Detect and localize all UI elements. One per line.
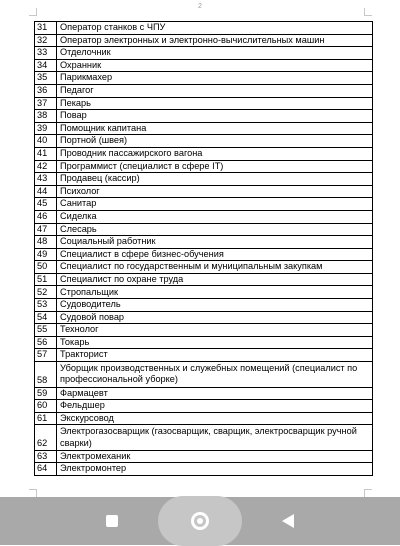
table-row <box>35 47 373 60</box>
system-navigation-bar <box>0 497 400 545</box>
row-number-cell: 36 <box>35 84 57 97</box>
profession-name-cell: Специалист в сфере бизнес-обучения <box>57 248 373 261</box>
row-number-cell: 63 <box>35 450 57 463</box>
table-row <box>35 160 373 173</box>
profession-name-cell: Фельдшер <box>57 400 373 413</box>
table-row <box>35 173 373 186</box>
table-row <box>35 97 373 110</box>
crop-mark-top-right <box>364 8 372 16</box>
profession-name-cell: Психолог <box>57 185 373 198</box>
profession-name-cell: Программист (специалист в сфере IT) <box>57 160 373 173</box>
row-number-cell: 42 <box>35 160 57 173</box>
profession-name-cell: Экскурсовод <box>57 412 373 425</box>
profession-name-cell: Повар <box>57 110 373 123</box>
row-number-cell: 61 <box>35 412 57 425</box>
table-row <box>35 59 373 72</box>
row-number-cell: 47 <box>35 223 57 236</box>
profession-name-cell: Тракторист <box>57 349 373 362</box>
row-number-cell: 33 <box>35 47 57 60</box>
triangle-back-icon <box>282 514 294 528</box>
table-row <box>35 463 373 476</box>
profession-name-cell: Отделочник <box>57 47 373 60</box>
crop-mark-bottom-right <box>364 489 372 497</box>
table-row <box>35 210 373 223</box>
profession-name-cell: Пекарь <box>57 97 373 110</box>
row-number-cell: 62 <box>35 425 57 451</box>
table-row <box>35 248 373 261</box>
table-row <box>35 349 373 362</box>
profession-name-cell: Фармацевт <box>57 387 373 400</box>
profession-name-cell: Педагог <box>57 84 373 97</box>
row-number-cell: 38 <box>35 110 57 123</box>
table-row <box>35 273 373 286</box>
table-row <box>35 122 373 135</box>
profession-name-cell: Электрогазосварщик (газосварщик, сварщик, электросварщик ручной сварки) <box>57 425 373 451</box>
profession-name-cell: Сиделка <box>57 210 373 223</box>
row-number-cell: 56 <box>35 336 57 349</box>
table-row <box>35 135 373 148</box>
table-row <box>35 387 373 400</box>
profession-name-cell: Портной (швея) <box>57 135 373 148</box>
row-number-cell: 59 <box>35 387 57 400</box>
profession-name-cell: Стропальщик <box>57 286 373 299</box>
row-number-cell: 57 <box>35 349 57 362</box>
crop-mark-bottom-left <box>29 489 37 497</box>
profession-name-cell: Специалист по государственным и муниципальным закупкам <box>57 261 373 274</box>
profession-name-cell: Специалист по охране труда <box>57 273 373 286</box>
profession-name-cell: Электромонтер <box>57 463 373 476</box>
table-row <box>35 324 373 337</box>
table-row <box>35 261 373 274</box>
profession-name-cell: Судоводитель <box>57 299 373 312</box>
table-row <box>35 185 373 198</box>
row-number-cell: 48 <box>35 236 57 249</box>
row-number-cell: 45 <box>35 198 57 211</box>
row-number-cell: 53 <box>35 299 57 312</box>
row-number-cell: 50 <box>35 261 57 274</box>
row-number-cell: 32 <box>35 34 57 47</box>
table-row <box>35 311 373 324</box>
home-button[interactable] <box>158 496 242 546</box>
row-number-cell: 44 <box>35 185 57 198</box>
row-number-cell: 41 <box>35 147 57 160</box>
square-icon <box>106 515 118 527</box>
table-row <box>35 299 373 312</box>
profession-name-cell: Парикмахер <box>57 72 373 85</box>
crop-mark-top-left <box>29 8 37 16</box>
profession-name-cell: Социальный работник <box>57 236 373 249</box>
row-number-cell: 40 <box>35 135 57 148</box>
profession-name-cell: Продавец (кассир) <box>57 173 373 186</box>
table-row <box>35 223 373 236</box>
profession-name-cell: Слесарь <box>57 223 373 236</box>
back-button[interactable] <box>266 497 310 545</box>
row-number-cell: 37 <box>35 97 57 110</box>
row-number-cell: 58 <box>35 362 57 388</box>
professions-table-body <box>35 22 373 476</box>
row-number-cell: 35 <box>35 72 57 85</box>
table-row <box>35 22 373 35</box>
row-number-cell: 46 <box>35 210 57 223</box>
profession-name-cell: Уборщик производственных и служебных помещений (специалист по профессиональной уборке) <box>57 362 373 388</box>
table-row <box>35 147 373 160</box>
row-number-cell: 39 <box>35 122 57 135</box>
profession-name-cell: Проводник пассажирского вагона <box>57 147 373 160</box>
row-number-cell: 43 <box>35 173 57 186</box>
page-number: 2 <box>198 3 202 10</box>
profession-name-cell: Санитар <box>57 198 373 211</box>
row-number-cell: 54 <box>35 311 57 324</box>
recents-button[interactable] <box>90 497 134 545</box>
table-row <box>35 336 373 349</box>
table-row <box>35 362 373 388</box>
table-row <box>35 198 373 211</box>
row-number-cell: 55 <box>35 324 57 337</box>
row-number-cell: 64 <box>35 463 57 476</box>
table-row <box>35 400 373 413</box>
profession-name-cell: Судовой повар <box>57 311 373 324</box>
profession-name-cell: Помощник капитана <box>57 122 373 135</box>
table-row <box>35 425 373 451</box>
profession-name-cell: Охранник <box>57 59 373 72</box>
row-number-cell: 34 <box>35 59 57 72</box>
row-number-cell: 52 <box>35 286 57 299</box>
table-row <box>35 34 373 47</box>
profession-name-cell: Оператор станков с ЧПУ <box>57 22 373 35</box>
row-number-cell: 49 <box>35 248 57 261</box>
profession-name-cell: Оператор электронных и электронно-вычислительных машин <box>57 34 373 47</box>
profession-name-cell: Технолог <box>57 324 373 337</box>
table-row <box>35 72 373 85</box>
table-row <box>35 450 373 463</box>
table-row <box>35 286 373 299</box>
row-number-cell: 51 <box>35 273 57 286</box>
profession-name-cell: Электромеханик <box>57 450 373 463</box>
profession-name-cell: Токарь <box>57 336 373 349</box>
professions-table <box>34 21 373 476</box>
table-row <box>35 236 373 249</box>
row-number-cell: 60 <box>35 400 57 413</box>
table-row <box>35 412 373 425</box>
circle-icon <box>191 512 209 530</box>
table-row <box>35 84 373 97</box>
table-row <box>35 110 373 123</box>
row-number-cell: 31 <box>35 22 57 35</box>
